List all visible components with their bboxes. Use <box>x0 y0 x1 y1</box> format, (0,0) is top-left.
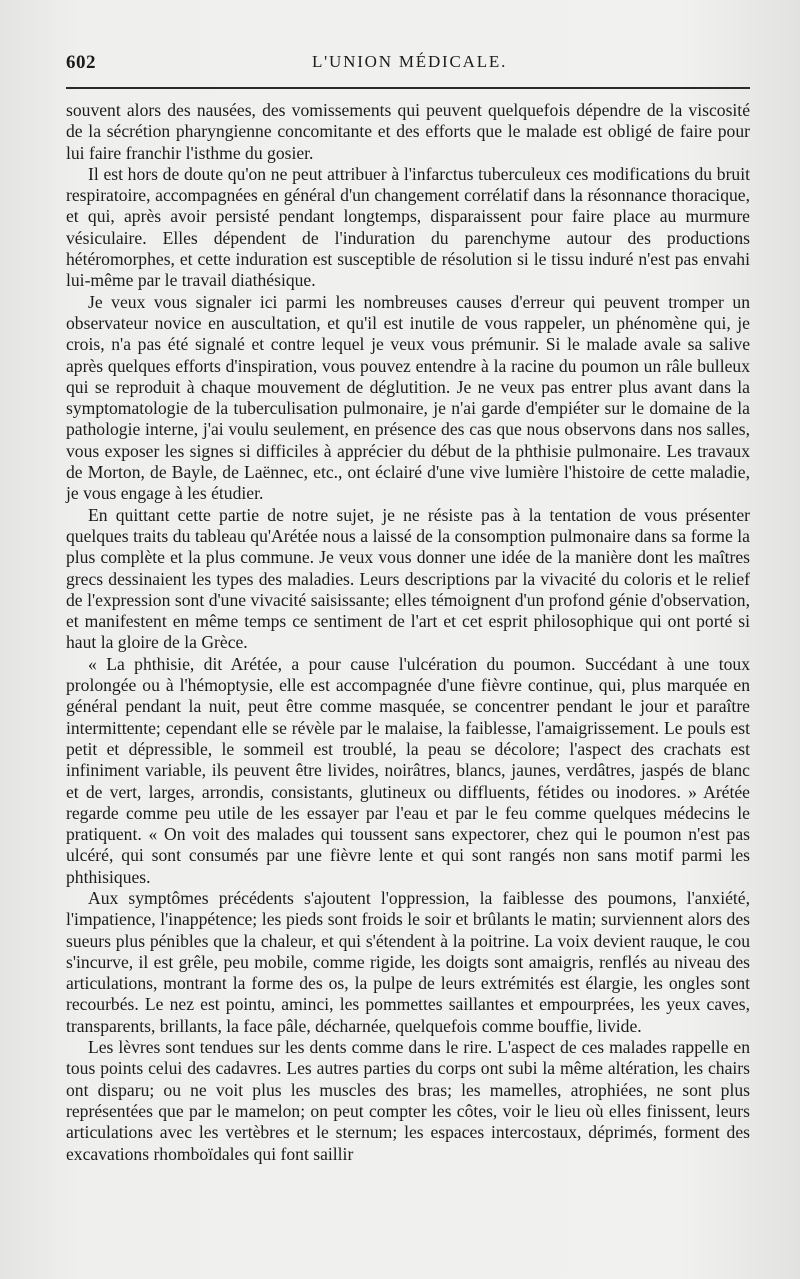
paragraph: Je veux vous signaler ici parmi les nombreuses causes d'erreur qui peuvent tromper un observateur novice en auscultation, et qu'il est inutile de vous rappeler, un phénomène qui, je crois, n'a pas été signalé et contre lequel je veux vous prémunir. Si le malade avale sa salive après quelques efforts d'inspiration, vous pouvez entendre à la racine du poumon un râle bulleux qui se reproduit à chaque mouvement de déglutition. Je ne veux pas entrer plus avant dans la symptomatologie de la tuberculisation pulmonaire, je n'ai garde d'empiéter sur le domaine de la pathologie interne, j'ai voulu seulement, en présence des cas que nous observons dans nos salles, vous exposer les signes si difficiles à apprécier du début de la phthisie pulmonaire. Les travaux de Morton, de Bayle, de Laënnec, etc., ont éclairé d'une vive lumière l'histoire de cette maladie, je vous engage à les étudier. <box>66 291 750 504</box>
paragraph-quotation: « La phthisie, dit Arétée, a pour cause l'ulcération du poumon. Succédant à une toux prolongée ou à l'hémoptysie, elle est accompagnée d'une fièvre continue, qui, plus marquée en général pendant la nuit, peut être comme masquée, se concentrer pendant le jour et paraître intermittente; cependant elle se révèle par le malaise, la faiblesse, l'amaigrissement. Le pouls est petit et dépressible, le sommeil est troublé, la peau se décolore; l'aspect des crachats est infiniment variable, ils peuvent être livides, noirâtres, blancs, jaunes, verdâtres, jaspés de blanc et de vert, larges, arrondis, consistants, glutineux ou diffluents, fétides ou inodores. » Arétée regarde comme peu utile de les essayer par l'eau et par le feu comme quelques médecins le pratiquent. « On voit des malades qui toussent sans expectorer, chez qui le poumon n'est pas ulcéré, qui sont consumés par une fièvre lente et qui sont rangés non sans motif parmi les phthisiques. <box>66 653 750 887</box>
header-rule <box>66 87 750 89</box>
paragraph: Les lèvres sont tendues sur les dents comme dans le rire. L'aspect de ces malades rappelle en tous points celui des cadavres. Les autres parties du corps ont subi la même altération, les chairs ont disparu; ou ne voit plus les muscles des bras; les mamelles, atrophiées, ne sont plus représentées que par le mamelon; on peut compter les côtes, voir le lieu où elles finissent, leurs articulations avec les vertèbres et le sternum; les espaces intercostaux, déprimés, forment des excavations rhomboïdales qui font saillir <box>66 1037 750 1164</box>
paragraph: Aux symptômes précédents s'ajoutent l'oppression, la faiblesse des poumons, l'anxiété, l'impatience, l'inappétence; les pieds sont froids le soir et brûlants le matin; surviennent alors des sueurs plus pénibles que la chaleur, et qui s'étendent à la poitrine. La voix devient rauque, le cou s'incurve, il est grêle, peu mobile, comme rigide, les doigts sont amaigris, renflés au niveau des articulations, montrant la forme des os, la pulpe de leurs extrémités est élargie, les ongles sont recourbés. Le nez est pointu, aminci, les pommettes saillantes et empourprées, les yeux caves, transparents, brillants, la face pâle, décharnée, quelquefois comme bouffie, livide. <box>66 887 750 1036</box>
paragraph: souvent alors des nausées, des vomissements qui peuvent quelquefois dépendre de la viscosité de la sécrétion pharyngienne concomitante et des efforts que le malade est obligé de faire pour lui faire franchir l'isthme du gosier. <box>66 100 750 163</box>
body-text <box>66 100 750 1165</box>
paragraph: Il est hors de doute qu'on ne peut attribuer à l'infarctus tuberculeux ces modifications du bruit respiratoire, accompagnées en général d'un changement corrélatif dans la résonnance thoracique, et qui, après avoir persisté pendant longtemps, disparaissent pour faire place au murmure vésiculaire. Elles dépendent de l'induration du parenchyme autour des productions hétéromorphes, et cette induration est susceptible de résolution si le tissu induré n'est pas envahi lui-même par le travail diathésique. <box>66 163 750 291</box>
page-number: 602 <box>66 52 96 73</box>
paragraph: En quittant cette partie de notre sujet, je ne résiste pas à la tentation de vous présenter quelques traits du tableau qu'Arétée nous a laissé de la consomption pulmonaire dans sa forme la plus complète et la plus commune. Je veux vous donner une idée de la manière dont les maîtres grecs dessinaient les types des maladies. Leurs descriptions par la vivacité du coloris et le relief de l'expression sont d'une vivacité saisissante; elles témoignent d'un profond génie d'observation, et manifestent en même temps ce sentiment de l'art et cet esprit philosophique qui ont porté si haut la gloire de la Grèce. <box>66 504 750 653</box>
page-header <box>66 52 750 80</box>
running-title: L'UNION MÉDICALE. <box>312 52 508 71</box>
